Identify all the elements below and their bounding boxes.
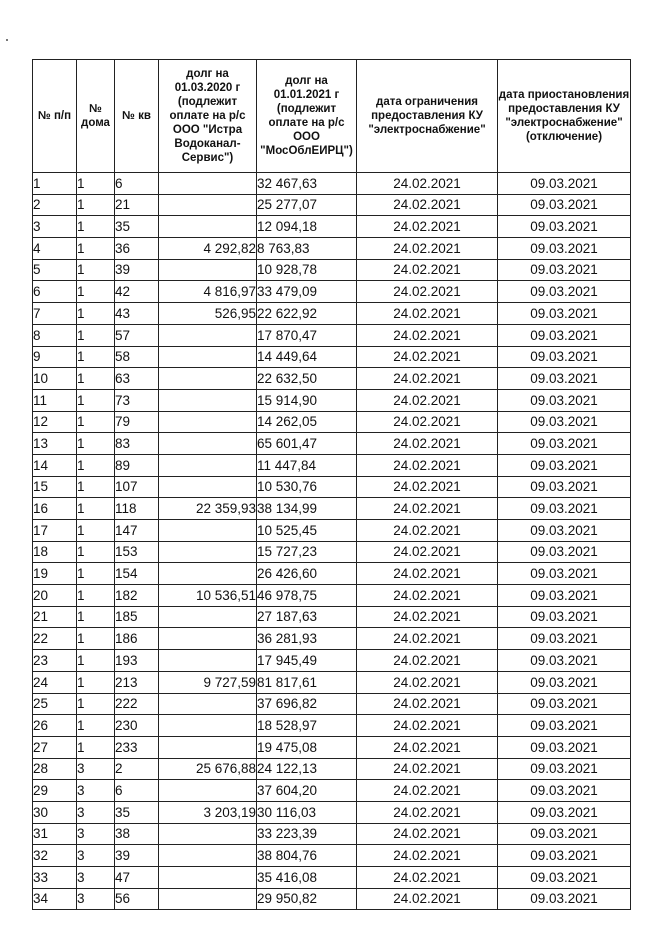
cell-apartment: 154 (115, 563, 159, 585)
cell-debt-2021: 81 817,61 (257, 671, 357, 693)
cell-apartment: 63 (115, 368, 159, 390)
cell-disconnect-date: 09.03.2021 (498, 303, 631, 325)
cell-limit-date: 24.02.2021 (357, 368, 498, 390)
table-header-row (33, 60, 631, 173)
cell-num: 26 (33, 715, 77, 737)
cell-debt-2021: 30 116,03 (257, 801, 357, 823)
header-disconnect-date: дата приостановления предоставления КУ "электроснабжение" (отключение) (498, 60, 631, 173)
cell-debt-2021: 65 601,47 (257, 433, 357, 455)
cell-disconnect-date: 09.03.2021 (498, 888, 631, 910)
cell-debt-2020 (159, 173, 257, 195)
cell-num: 30 (33, 801, 77, 823)
cell-disconnect-date: 09.03.2021 (498, 411, 631, 433)
cell-house: 3 (77, 823, 115, 845)
cell-disconnect-date: 09.03.2021 (498, 259, 631, 281)
table-row (33, 736, 631, 758)
cell-apartment: 38 (115, 823, 159, 845)
table-row (33, 368, 631, 390)
cell-limit-date: 24.02.2021 (357, 715, 498, 737)
cell-limit-date: 24.02.2021 (357, 194, 498, 216)
cell-num: 22 (33, 628, 77, 650)
table-row (33, 867, 631, 889)
cell-house: 1 (77, 476, 115, 498)
cell-debt-2020 (159, 628, 257, 650)
table-row (33, 259, 631, 281)
cell-limit-date: 24.02.2021 (357, 801, 498, 823)
table-row (33, 454, 631, 476)
table-row (33, 389, 631, 411)
cell-disconnect-date: 09.03.2021 (498, 628, 631, 650)
cell-limit-date: 24.02.2021 (357, 628, 498, 650)
cell-house: 1 (77, 715, 115, 737)
cell-limit-date: 24.02.2021 (357, 238, 498, 260)
cell-apartment: 36 (115, 238, 159, 260)
cell-disconnect-date: 09.03.2021 (498, 650, 631, 672)
cell-limit-date: 24.02.2021 (357, 411, 498, 433)
cell-apartment: 56 (115, 888, 159, 910)
cell-disconnect-date: 09.03.2021 (498, 823, 631, 845)
cell-num: 1 (33, 173, 77, 195)
cell-num: 31 (33, 823, 77, 845)
cell-debt-2020: 9 727,59 (159, 671, 257, 693)
cell-house: 1 (77, 585, 115, 607)
cell-num: 21 (33, 606, 77, 628)
cell-debt-2021: 14 262,05 (257, 411, 357, 433)
header-house: № дома (77, 60, 115, 173)
cell-apartment: 58 (115, 346, 159, 368)
cell-house: 1 (77, 368, 115, 390)
debtors-table (32, 59, 631, 910)
table-row (33, 671, 631, 693)
cell-num: 20 (33, 585, 77, 607)
cell-disconnect-date: 09.03.2021 (498, 715, 631, 737)
cell-limit-date: 24.02.2021 (357, 563, 498, 585)
cell-debt-2021: 33 223,39 (257, 823, 357, 845)
cell-house: 1 (77, 346, 115, 368)
cell-num: 34 (33, 888, 77, 910)
cell-disconnect-date: 09.03.2021 (498, 801, 631, 823)
cell-house: 3 (77, 758, 115, 780)
cell-debt-2021: 15 727,23 (257, 541, 357, 563)
cell-apartment: 42 (115, 281, 159, 303)
cell-limit-date: 24.02.2021 (357, 476, 498, 498)
cell-limit-date: 24.02.2021 (357, 758, 498, 780)
cell-num: 2 (33, 194, 77, 216)
cell-debt-2021: 37 604,20 (257, 780, 357, 802)
cell-limit-date: 24.02.2021 (357, 520, 498, 542)
cell-debt-2020: 3 203,19 (159, 801, 257, 823)
cell-disconnect-date: 09.03.2021 (498, 454, 631, 476)
cell-debt-2020 (159, 346, 257, 368)
table-row (33, 498, 631, 520)
cell-debt-2020 (159, 823, 257, 845)
table-row (33, 693, 631, 715)
cell-apartment: 186 (115, 628, 159, 650)
cell-num: 9 (33, 346, 77, 368)
cell-debt-2020: 25 676,88 (159, 758, 257, 780)
table-row (33, 281, 631, 303)
cell-apartment: 147 (115, 520, 159, 542)
cell-house: 1 (77, 259, 115, 281)
cell-debt-2021: 27 187,63 (257, 606, 357, 628)
cell-debt-2021: 22 622,92 (257, 303, 357, 325)
cell-debt-2020 (159, 888, 257, 910)
cell-apartment: 6 (115, 173, 159, 195)
cell-disconnect-date: 09.03.2021 (498, 498, 631, 520)
cell-limit-date: 24.02.2021 (357, 888, 498, 910)
cell-debt-2020 (159, 736, 257, 758)
cell-num: 28 (33, 758, 77, 780)
cell-debt-2021: 10 525,45 (257, 520, 357, 542)
cell-debt-2020 (159, 845, 257, 867)
cell-disconnect-date: 09.03.2021 (498, 520, 631, 542)
table-row (33, 433, 631, 455)
cell-disconnect-date: 09.03.2021 (498, 324, 631, 346)
cell-disconnect-date: 09.03.2021 (498, 606, 631, 628)
cell-debt-2021: 10 530,76 (257, 476, 357, 498)
cell-num: 17 (33, 520, 77, 542)
cell-limit-date: 24.02.2021 (357, 671, 498, 693)
cell-debt-2021: 46 978,75 (257, 585, 357, 607)
cell-apartment: 73 (115, 389, 159, 411)
cell-debt-2020 (159, 693, 257, 715)
cell-debt-2021: 38 804,76 (257, 845, 357, 867)
table-row (33, 606, 631, 628)
cell-house: 1 (77, 498, 115, 520)
cell-house: 1 (77, 411, 115, 433)
cell-limit-date: 24.02.2021 (357, 303, 498, 325)
cell-limit-date: 24.02.2021 (357, 736, 498, 758)
cell-limit-date: 24.02.2021 (357, 324, 498, 346)
cell-debt-2020 (159, 433, 257, 455)
cell-apartment: 182 (115, 585, 159, 607)
cell-house: 1 (77, 216, 115, 238)
cell-apartment: 39 (115, 259, 159, 281)
cell-house: 3 (77, 780, 115, 802)
table-row (33, 520, 631, 542)
cell-disconnect-date: 09.03.2021 (498, 585, 631, 607)
cell-debt-2021: 33 479,09 (257, 281, 357, 303)
cell-num: 25 (33, 693, 77, 715)
cell-debt-2021: 22 632,50 (257, 368, 357, 390)
cell-debt-2020 (159, 324, 257, 346)
cell-limit-date: 24.02.2021 (357, 259, 498, 281)
cell-limit-date: 24.02.2021 (357, 346, 498, 368)
cell-limit-date: 24.02.2021 (357, 823, 498, 845)
table-row (33, 585, 631, 607)
cell-limit-date: 24.02.2021 (357, 454, 498, 476)
cell-house: 1 (77, 238, 115, 260)
cell-disconnect-date: 09.03.2021 (498, 780, 631, 802)
cell-apartment: 89 (115, 454, 159, 476)
cell-debt-2021: 25 277,07 (257, 194, 357, 216)
cell-debt-2021: 12 094,18 (257, 216, 357, 238)
cell-disconnect-date: 09.03.2021 (498, 346, 631, 368)
cell-house: 1 (77, 736, 115, 758)
cell-debt-2020 (159, 867, 257, 889)
cell-disconnect-date: 09.03.2021 (498, 867, 631, 889)
cell-apartment: 57 (115, 324, 159, 346)
cell-debt-2021: 15 914,90 (257, 389, 357, 411)
cell-house: 1 (77, 303, 115, 325)
cell-apartment: 233 (115, 736, 159, 758)
cell-house: 3 (77, 867, 115, 889)
cell-apartment: 21 (115, 194, 159, 216)
cell-debt-2020 (159, 454, 257, 476)
cell-disconnect-date: 09.03.2021 (498, 671, 631, 693)
cell-disconnect-date: 09.03.2021 (498, 194, 631, 216)
table-row (33, 888, 631, 910)
cell-debt-2020 (159, 259, 257, 281)
cell-house: 1 (77, 541, 115, 563)
cell-debt-2020: 4 292,82 (159, 238, 257, 260)
table-row (33, 346, 631, 368)
table-row (33, 758, 631, 780)
cell-house: 3 (77, 801, 115, 823)
cell-num: 18 (33, 541, 77, 563)
cell-house: 1 (77, 324, 115, 346)
cell-debt-2020: 10 536,51 (159, 585, 257, 607)
cell-debt-2020 (159, 563, 257, 585)
cell-limit-date: 24.02.2021 (357, 845, 498, 867)
cell-house: 1 (77, 194, 115, 216)
cell-disconnect-date: 09.03.2021 (498, 173, 631, 195)
cell-limit-date: 24.02.2021 (357, 281, 498, 303)
cell-limit-date: 24.02.2021 (357, 585, 498, 607)
cell-apartment: 35 (115, 801, 159, 823)
cell-apartment: 213 (115, 671, 159, 693)
cell-num: 11 (33, 389, 77, 411)
table-row (33, 823, 631, 845)
cell-disconnect-date: 09.03.2021 (498, 476, 631, 498)
cell-num: 3 (33, 216, 77, 238)
cell-limit-date: 24.02.2021 (357, 216, 498, 238)
cell-disconnect-date: 09.03.2021 (498, 693, 631, 715)
cell-house: 1 (77, 671, 115, 693)
cell-house: 1 (77, 606, 115, 628)
cell-num: 24 (33, 671, 77, 693)
cell-debt-2021: 35 416,08 (257, 867, 357, 889)
cell-apartment: 43 (115, 303, 159, 325)
cell-debt-2020 (159, 541, 257, 563)
table-row (33, 563, 631, 585)
cell-apartment: 222 (115, 693, 159, 715)
cell-debt-2021: 29 950,82 (257, 888, 357, 910)
header-num: № п/п (33, 60, 77, 173)
cell-num: 19 (33, 563, 77, 585)
cell-apartment: 193 (115, 650, 159, 672)
cell-disconnect-date: 09.03.2021 (498, 433, 631, 455)
cell-debt-2020: 22 359,93 (159, 498, 257, 520)
cell-num: 10 (33, 368, 77, 390)
cell-limit-date: 24.02.2021 (357, 173, 498, 195)
cell-disconnect-date: 09.03.2021 (498, 541, 631, 563)
cell-num: 4 (33, 238, 77, 260)
cell-house: 1 (77, 563, 115, 585)
cell-disconnect-date: 09.03.2021 (498, 281, 631, 303)
cell-house: 1 (77, 454, 115, 476)
cell-num: 12 (33, 411, 77, 433)
cell-apartment: 107 (115, 476, 159, 498)
table-row (33, 801, 631, 823)
cell-num: 14 (33, 454, 77, 476)
cell-limit-date: 24.02.2021 (357, 541, 498, 563)
cell-num: 8 (33, 324, 77, 346)
cell-debt-2021: 36 281,93 (257, 628, 357, 650)
cell-house: 1 (77, 433, 115, 455)
cell-limit-date: 24.02.2021 (357, 498, 498, 520)
cell-debt-2020 (159, 520, 257, 542)
cell-debt-2021: 32 467,63 (257, 173, 357, 195)
cell-disconnect-date: 09.03.2021 (498, 216, 631, 238)
cell-debt-2021: 19 475,08 (257, 736, 357, 758)
table-row (33, 324, 631, 346)
cell-limit-date: 24.02.2021 (357, 433, 498, 455)
cell-limit-date: 24.02.2021 (357, 606, 498, 628)
cell-disconnect-date: 09.03.2021 (498, 389, 631, 411)
cell-limit-date: 24.02.2021 (357, 867, 498, 889)
cell-apartment: 2 (115, 758, 159, 780)
cell-debt-2020 (159, 368, 257, 390)
header-debt-2021: долг на 01.01.2021 г (подлежит оплате на р/с ООО "МосОблЕИРЦ") (257, 60, 357, 173)
cell-num: 32 (33, 845, 77, 867)
cell-debt-2021: 24 122,13 (257, 758, 357, 780)
table-row (33, 715, 631, 737)
cell-apartment: 47 (115, 867, 159, 889)
cell-house: 3 (77, 845, 115, 867)
cell-num: 5 (33, 259, 77, 281)
cell-disconnect-date: 09.03.2021 (498, 736, 631, 758)
cell-disconnect-date: 09.03.2021 (498, 563, 631, 585)
cell-house: 1 (77, 520, 115, 542)
cell-debt-2020 (159, 216, 257, 238)
table-row (33, 541, 631, 563)
cell-debt-2020 (159, 411, 257, 433)
cell-debt-2020 (159, 606, 257, 628)
table-row (33, 650, 631, 672)
cell-num: 27 (33, 736, 77, 758)
cell-debt-2021: 8 763,83 (257, 238, 357, 260)
cell-num: 33 (33, 867, 77, 889)
cell-num: 15 (33, 476, 77, 498)
cell-debt-2021: 11 447,84 (257, 454, 357, 476)
cell-house: 1 (77, 173, 115, 195)
cell-debt-2021: 37 696,82 (257, 693, 357, 715)
cell-debt-2020: 4 816,97 (159, 281, 257, 303)
cell-disconnect-date: 09.03.2021 (498, 238, 631, 260)
cell-apartment: 83 (115, 433, 159, 455)
scan-speck (6, 39, 8, 41)
table-row (33, 780, 631, 802)
table-row (33, 173, 631, 195)
cell-apartment: 6 (115, 780, 159, 802)
table-row (33, 628, 631, 650)
cell-disconnect-date: 09.03.2021 (498, 845, 631, 867)
cell-house: 1 (77, 628, 115, 650)
cell-debt-2020 (159, 650, 257, 672)
cell-disconnect-date: 09.03.2021 (498, 368, 631, 390)
cell-limit-date: 24.02.2021 (357, 650, 498, 672)
cell-debt-2021: 10 928,78 (257, 259, 357, 281)
table-row (33, 476, 631, 498)
table-row (33, 194, 631, 216)
cell-debt-2020 (159, 194, 257, 216)
cell-house: 1 (77, 650, 115, 672)
cell-limit-date: 24.02.2021 (357, 389, 498, 411)
header-debt-2020: долг на 01.03.2020 г (подлежит оплате на р/с ООО "Истра Водоканал-Сервис") (159, 60, 257, 173)
cell-debt-2020 (159, 715, 257, 737)
cell-debt-2021: 26 426,60 (257, 563, 357, 585)
cell-apartment: 118 (115, 498, 159, 520)
cell-debt-2020 (159, 780, 257, 802)
cell-limit-date: 24.02.2021 (357, 693, 498, 715)
cell-debt-2020 (159, 389, 257, 411)
cell-apartment: 39 (115, 845, 159, 867)
cell-debt-2021: 17 945,49 (257, 650, 357, 672)
cell-num: 6 (33, 281, 77, 303)
cell-house: 3 (77, 888, 115, 910)
cell-apartment: 230 (115, 715, 159, 737)
cell-num: 13 (33, 433, 77, 455)
cell-limit-date: 24.02.2021 (357, 780, 498, 802)
cell-debt-2020 (159, 476, 257, 498)
cell-num: 29 (33, 780, 77, 802)
header-apartment: № кв (115, 60, 159, 173)
table-row (33, 238, 631, 260)
cell-debt-2021: 18 528,97 (257, 715, 357, 737)
cell-house: 1 (77, 693, 115, 715)
cell-num: 7 (33, 303, 77, 325)
cell-apartment: 35 (115, 216, 159, 238)
cell-debt-2020: 526,95 (159, 303, 257, 325)
cell-house: 1 (77, 389, 115, 411)
cell-house: 1 (77, 281, 115, 303)
table-row (33, 411, 631, 433)
table-row (33, 845, 631, 867)
cell-apartment: 153 (115, 541, 159, 563)
header-limit-date: дата ограничения предоставления КУ "электроснабжение" (357, 60, 498, 173)
cell-num: 16 (33, 498, 77, 520)
table-row (33, 216, 631, 238)
cell-debt-2021: 14 449,64 (257, 346, 357, 368)
cell-apartment: 185 (115, 606, 159, 628)
table-row (33, 303, 631, 325)
cell-disconnect-date: 09.03.2021 (498, 758, 631, 780)
cell-debt-2021: 38 134,99 (257, 498, 357, 520)
cell-debt-2021: 17 870,47 (257, 324, 357, 346)
cell-apartment: 79 (115, 411, 159, 433)
cell-num: 23 (33, 650, 77, 672)
